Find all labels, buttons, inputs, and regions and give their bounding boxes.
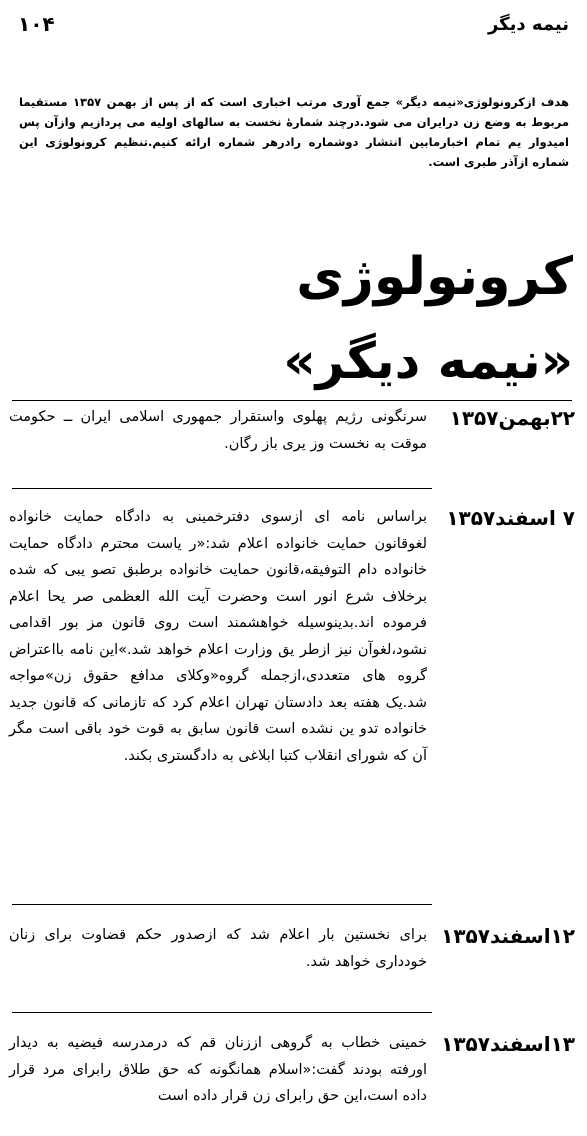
running-title: نیمه دیگر [487,14,569,35]
entry-text: برای نخستین بار اعلام شد که ازصدور حکم قضاوت برای زنان خودداری خواهد شد. [9,927,427,970]
intro-paragraph: هدف ازکرونولوژی«نیمه دیگر» جمع آوری مرتب اخباری است که از پس از بهمن ۱۳۵۷ مستقیما مربوط به وضع زن درایران می شود.درچند شمارهٔ نخست به سالهای اولیه می پردازیم وازآن پس امیدوار یم تمام اخبارمابین انتشار دوشماره رادرهر شماره ارائه کنیم.تنظیم کرونولوژی این شماره ازآذر طبری است. [19,95,569,169]
entry-divider [12,488,432,489]
entry-text: براساس نامه ای ازسوی دفترخمینی به دادگاه حمایت خانواده لغوقانون حمایت خانواده اعلام شد:«ر یاست محترم دادگاه حمایت خانواده دام التوفیقه،قانون حمایت خانواده برطبق تصو یبی که شده برخلاف شرع انور است وحضرت آیت الله العظمی صر یحا اعلام فرموده اند.بدینوسیله خواهشمند است روی قانون مز بور اقدامی نشود،لغوآن نیز ازطر یق وزارت اعلام خواهد شد.»این نامه بااعتراض گروه های متعددی،ازجمله گروه«وکلای مدافع حقوق زن»مواجه شد.یک هفته بعد دادستان تهران اعلام کرد که تازمانی که قانون جدید خانواده تدو ین نشده است قانون سابق به قوت خود باقی است مگر آن که شورای انقلاب کتبا ابلاغی به دادگستری بکند. [9,509,427,764]
entry-date: ۲۲بهمن۱۳۵۷ [449,406,575,430]
page-number: ۱۰۴ [18,12,55,36]
entry-text: سرنگونی رژیم پهلوی واستقرار جمهوری اسلامی ایران ــ حکومت موقت به نخست وز یری باز رگان. [9,409,427,452]
page-header [18,12,569,44]
chronology-subtitle: «نیمه دیگر» [283,332,573,390]
entry-date: ۱۳اسفند۱۳۵۷ [441,1032,575,1056]
entry-divider [12,1012,432,1013]
entry-date: ۷ اسفند۱۳۵۷ [446,506,575,530]
entry-text: خمینی خطاب به گروهی اززنان قم که درمدرسه فیضیه به دیدار اورفته بودند گفت:«اسلام همانگونه که حق طلاق رابرای مرد قرار داده است،این حق رابرای زن قرار داده است [9,1035,427,1104]
chronology-title: کرونولوژی [296,247,573,307]
title-divider [12,400,572,401]
entry-divider [12,904,432,905]
entry-date: ۱۲اسفند۱۳۵۷ [441,924,575,948]
